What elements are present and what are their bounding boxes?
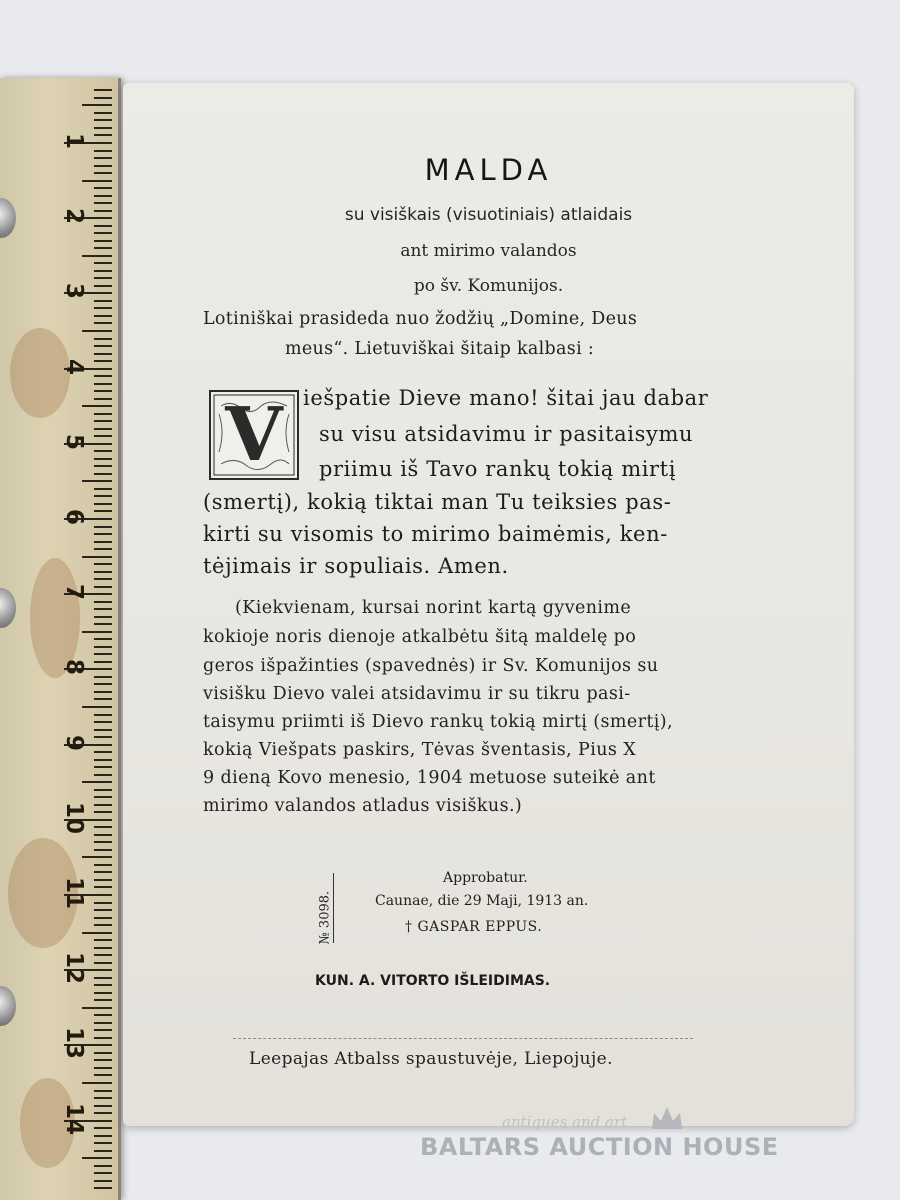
ruler-number: 2 xyxy=(61,208,87,225)
ruler-tick xyxy=(94,165,112,167)
ruler-tick xyxy=(94,1165,112,1167)
ruler-tick xyxy=(94,1142,112,1144)
ruler-tick xyxy=(94,653,112,655)
ruler-tick xyxy=(82,556,112,558)
ruler-number: 6 xyxy=(61,508,87,525)
subtitle-line-3: po šv. Komunijos. xyxy=(413,276,564,296)
ruler-tick xyxy=(94,586,112,588)
ruler-tick xyxy=(94,879,112,881)
ruler-tick xyxy=(94,458,112,460)
ruler-tick xyxy=(94,1112,112,1114)
ruler-tick xyxy=(94,541,112,543)
decorative-initial xyxy=(209,390,299,480)
ruler-tick xyxy=(94,977,112,979)
ruler-tick xyxy=(94,1067,112,1069)
ruler-tick xyxy=(94,924,112,926)
ruler-tick xyxy=(82,932,112,934)
ruler-tick xyxy=(94,510,112,512)
ruler-tick xyxy=(94,172,112,174)
ruler-tick xyxy=(94,119,112,121)
ruler-tick xyxy=(82,856,112,858)
ruler-tick xyxy=(94,676,112,678)
ruler-tick xyxy=(94,646,112,648)
prayer-line-3: priimu iš Tavo rankų tokią mirtį xyxy=(319,457,677,481)
intro-line-2: meus“. Lietuviškai šitaip kalbasi : xyxy=(285,339,595,359)
ruler-tick xyxy=(94,413,112,415)
ruler-tick xyxy=(82,480,112,482)
ruler-tick xyxy=(82,405,112,407)
ruler-tick xyxy=(94,841,112,843)
subtitle-line-1: su visiškais (visuotiniais) atlaidais xyxy=(344,205,633,225)
ruler-tick xyxy=(94,473,112,475)
ruler-tick xyxy=(94,1150,112,1152)
ruler-tick xyxy=(94,157,112,159)
printer: Leepajas Atbalss spaustuvėje, Liepojuje. xyxy=(249,1049,613,1069)
watermark-brand: BALTARS AUCTION HOUSE xyxy=(420,1133,779,1161)
ruler-tick xyxy=(94,383,112,385)
card-title: MALDA xyxy=(424,153,553,187)
ruler-tick xyxy=(82,1157,112,1159)
ruler-tick xyxy=(94,232,112,234)
ruler-tick xyxy=(82,180,112,182)
ruler-tick xyxy=(94,488,112,490)
ruler-tick xyxy=(94,661,112,663)
ruler-tick xyxy=(94,992,112,994)
ruler-number: 14 xyxy=(61,1102,87,1135)
ruler-tick xyxy=(94,89,112,91)
note-line-5: taisymu priimti iš Dievo rankų tokią mirtį (smertį), xyxy=(203,712,673,732)
ruler-tick xyxy=(94,1105,112,1107)
prayer-line-4: (smertį), kokią tiktai man Tu teiksies pas- xyxy=(203,490,672,514)
ruler-tick xyxy=(94,1074,112,1076)
note-line-8: mirimo valandos atladus visiškus.) xyxy=(203,796,523,816)
ruler-tick xyxy=(94,1090,112,1092)
ruler-tick xyxy=(94,849,112,851)
ruler-tick xyxy=(94,97,112,99)
ruler-tick xyxy=(94,871,112,873)
ruler-tick xyxy=(94,307,112,309)
watermark-tagline: antiques and art xyxy=(502,1113,628,1131)
ruler-tick xyxy=(94,789,112,791)
approbatur-sign: † GASPAR EPPUS. xyxy=(405,919,543,935)
ruler-tick xyxy=(94,277,112,279)
ruler-tick xyxy=(94,1172,112,1174)
ruler-tick xyxy=(94,300,112,302)
ruler-tick xyxy=(94,751,112,753)
ruler-tick xyxy=(94,360,112,362)
ruler-tick xyxy=(94,495,112,497)
ruler-tick xyxy=(94,886,112,888)
ruler-tick xyxy=(94,939,112,941)
ruler-tick xyxy=(94,353,112,355)
ruler-tick xyxy=(94,1052,112,1054)
ruler-tick xyxy=(94,262,112,264)
ruler-tick xyxy=(94,834,112,836)
ruler-tick xyxy=(94,428,112,430)
ruler-tick xyxy=(94,150,112,152)
ruler-tick xyxy=(94,285,112,287)
ruler-tick xyxy=(94,796,112,798)
ruler-tick xyxy=(94,917,112,919)
ruler-tick xyxy=(94,1014,112,1016)
ruler-tick xyxy=(82,104,112,106)
ruler-tick xyxy=(94,1029,112,1031)
ruler-tick xyxy=(94,864,112,866)
ruler-number: 12 xyxy=(61,952,87,985)
ruler-tick xyxy=(94,435,112,437)
ruler-tick xyxy=(94,638,112,640)
ruler-tick xyxy=(94,526,112,528)
ruler-tick xyxy=(94,315,112,317)
ruler-tick xyxy=(94,247,112,249)
ruler-tick xyxy=(94,322,112,324)
prayer-line-1: iešpatie Dieve mano! šitai jau dabar xyxy=(303,386,709,410)
ruler-tick xyxy=(94,420,112,422)
ruler-tick xyxy=(94,759,112,761)
ruler-number: 3 xyxy=(61,283,87,300)
ruler-tick xyxy=(94,127,112,129)
note-line-6: kokią Viešpats paskirs, Tėvas šventasis, Pius X xyxy=(203,740,637,760)
ruler-tick xyxy=(94,1187,112,1189)
ruler-tick xyxy=(94,954,112,956)
ruler-tick xyxy=(94,999,112,1001)
ruler-tick xyxy=(94,729,112,731)
ruler-tick xyxy=(94,1037,112,1039)
ruler-tick xyxy=(82,781,112,783)
prayer-card xyxy=(123,83,854,1126)
note-line-7: 9 dieną Kovo menesio, 1904 metuose suteikė ant xyxy=(203,768,656,788)
ruler-tick xyxy=(94,736,112,738)
ruler-tick xyxy=(94,608,112,610)
ruler-number: 5 xyxy=(61,433,87,450)
subtitle-line-2: ant mirimo valandos xyxy=(400,241,577,261)
ruler-tick xyxy=(94,826,112,828)
ruler-tick xyxy=(94,503,112,505)
ruler-tick xyxy=(94,1180,112,1182)
approbatur-place: Caunae, die 29 Maji, 1913 an. xyxy=(375,893,589,909)
ruler-number: 11 xyxy=(61,876,87,909)
intro-line-1: Lotiniškai prasideda nuo žodžių „Domine, Deus xyxy=(203,309,638,329)
ruler-number: 8 xyxy=(61,659,87,676)
ruler-tick xyxy=(94,616,112,618)
ruler-tick xyxy=(94,338,112,340)
ruler-tick xyxy=(94,202,112,204)
ruler-tick xyxy=(94,465,112,467)
ruler-tick xyxy=(94,721,112,723)
ruler-tick xyxy=(94,270,112,272)
ruler-number: 4 xyxy=(61,358,87,375)
ruler-tick xyxy=(94,1097,112,1099)
ruler-tick xyxy=(94,578,112,580)
note-line-3: geros išpažinties (spavednės) ir Sv. Komunijos su xyxy=(203,656,659,676)
ruler-tick xyxy=(94,210,112,212)
ruler-tick xyxy=(82,1007,112,1009)
ruler-tick xyxy=(94,187,112,189)
ruler-tick xyxy=(94,563,112,565)
ruler-tick xyxy=(94,571,112,573)
ruler-tick xyxy=(94,1059,112,1061)
crown-icon xyxy=(650,1105,684,1131)
prayer-line-5: kirti su visomis to mirimo baimėmis, ken- xyxy=(203,522,668,546)
ruler-tick xyxy=(94,1135,112,1137)
ruler-tick xyxy=(94,766,112,768)
ruler-tick xyxy=(94,398,112,400)
ruler-tick xyxy=(94,683,112,685)
ruler-tick xyxy=(82,1082,112,1084)
ruler-tick xyxy=(94,811,112,813)
ruler-tick xyxy=(94,134,112,136)
approbation-number-text: № 3098. xyxy=(317,890,333,945)
ruler-tick xyxy=(94,375,112,377)
ruler-tick xyxy=(94,714,112,716)
binder-ring xyxy=(0,198,16,238)
prayer-line-6: tėjimais ir sopuliais. Amen. xyxy=(203,554,509,578)
ruler-tick xyxy=(94,548,112,550)
ruler-tick xyxy=(94,962,112,964)
ruler-number: 10 xyxy=(61,801,87,834)
ruler-tick xyxy=(94,623,112,625)
initial-letter: V xyxy=(225,392,283,478)
ruler-tick xyxy=(94,984,112,986)
prayer-line-2: su visu atsidavimu ir pasitaisymu xyxy=(319,422,694,446)
divider xyxy=(233,1038,693,1039)
ruler-tick xyxy=(94,1022,112,1024)
ruler-number: 1 xyxy=(61,132,87,149)
ruler-tick xyxy=(94,774,112,776)
ruler-tick xyxy=(82,255,112,257)
ruler-number: 9 xyxy=(61,734,87,751)
ruler-tick xyxy=(82,330,112,332)
ruler-tick xyxy=(94,450,112,452)
ruler-tick xyxy=(94,225,112,227)
binder-ring xyxy=(0,588,16,628)
publisher: KUN. A. VITORTO IŠLEIDIMAS. xyxy=(315,973,551,989)
ruler-tick xyxy=(94,902,112,904)
note-line-4: visišku Dievo valei atsidavimu ir su tikru pasi- xyxy=(203,684,631,704)
ruler-tick xyxy=(94,390,112,392)
ruler-tick xyxy=(94,240,112,242)
approbation-number xyxy=(313,873,334,943)
note-line-2: kokioje noris dienoje atkalbėtu šitą maldelę po xyxy=(203,627,637,647)
ruler xyxy=(0,78,121,1200)
binder-ring xyxy=(0,986,16,1026)
ruler-tick xyxy=(94,112,112,114)
approbatur: Approbatur. xyxy=(443,870,528,886)
ruler-tick xyxy=(82,631,112,633)
ruler-tick xyxy=(94,345,112,347)
ruler-tick xyxy=(82,706,112,708)
ruler-tick xyxy=(94,947,112,949)
ruler-tick xyxy=(94,804,112,806)
ruler-tick xyxy=(94,533,112,535)
watermark xyxy=(420,1113,840,1187)
ruler-tick xyxy=(94,909,112,911)
note-line-1: (Kiekvienam, kursai norint kartą gyvenime xyxy=(235,598,632,618)
ruler-number: 7 xyxy=(61,584,87,601)
ruler-tick xyxy=(94,1127,112,1129)
ruler-tick xyxy=(94,691,112,693)
ruler-tick xyxy=(94,195,112,197)
ruler-tick xyxy=(94,698,112,700)
ruler-tick xyxy=(94,601,112,603)
ruler-number: 13 xyxy=(61,1027,87,1060)
